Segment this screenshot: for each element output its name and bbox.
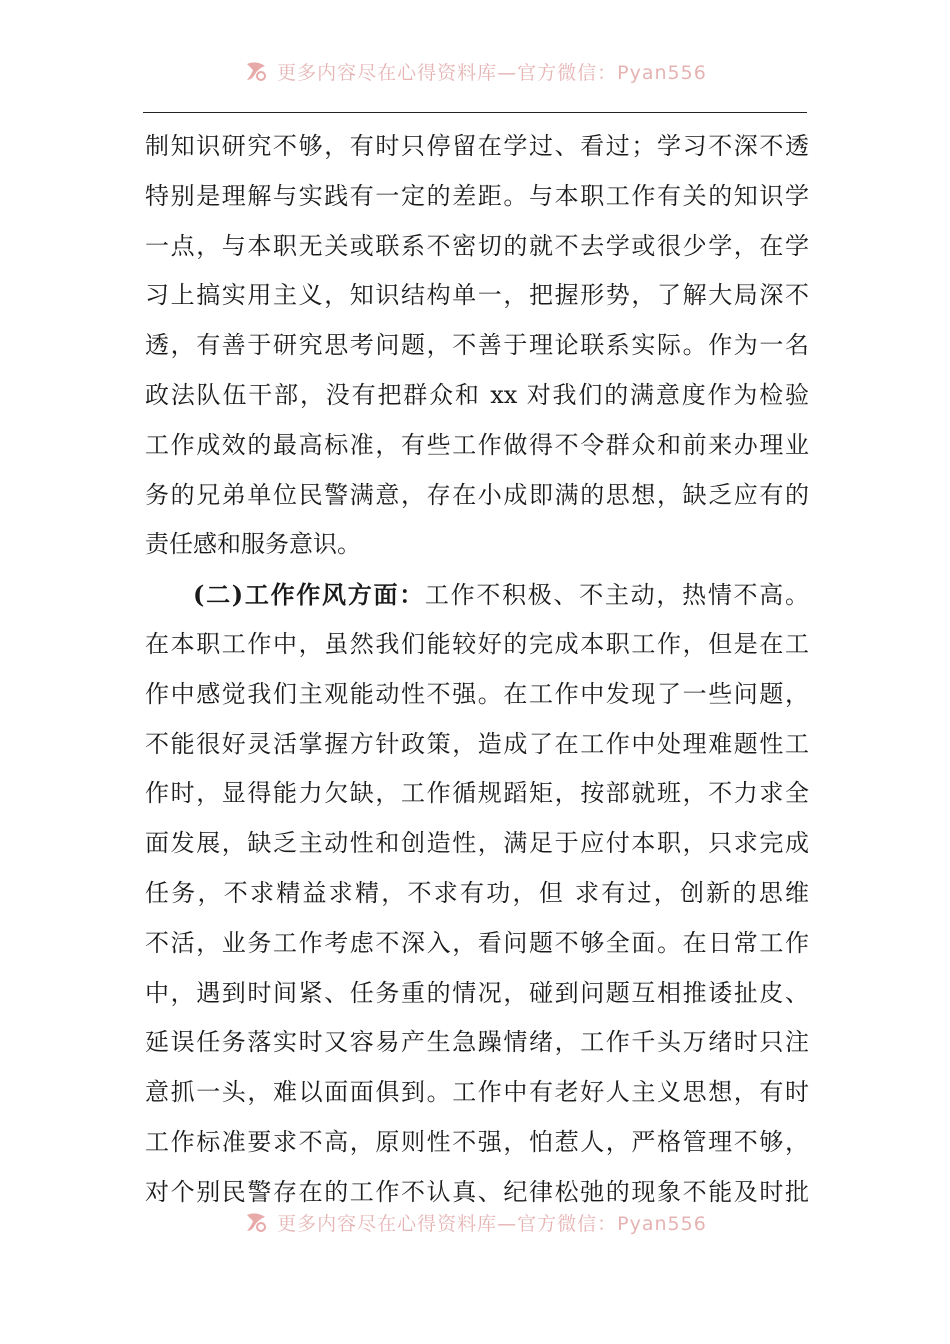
text-line: 习上搞实用主义，知识结构单一，把握形势，了解大局深不: [145, 281, 809, 310]
text-line: 工作标准要求不高，原则性不强，怕惹人，严格管理不够，: [145, 1127, 809, 1156]
watermark-bottom: [0, 1205, 950, 1239]
text-line: 透，有善于研究思考问题，不善于理论联系实际。作为一名: [145, 331, 809, 360]
header-rule: [143, 112, 807, 113]
watermark-top: [0, 54, 950, 88]
text-line: 工作成效的最高标准，有些工作做得不令群众和前来办理业: [145, 430, 809, 459]
text-line: 面发展，缺乏主动性和创造性，满足于应付本职，只求完成: [145, 829, 809, 858]
text-line: 不活，业务工作考虑不深入，看问题不够全面。在日常工作: [145, 928, 809, 957]
text-line: 意抓一头，难以面面俱到。工作中有老好人主义思想，有时: [145, 1078, 809, 1107]
text-line: 对个别民警存在的工作不认真、纪律松弛的现象不能及时批: [145, 1177, 809, 1206]
text-line: 不能很好灵活掌握方针政策，造成了在工作中处理难题性工: [145, 729, 809, 758]
section-first-line: [145, 570, 809, 620]
text-line: 在本职工作中，虽然我们能较好的完成本职工作，但是在工: [145, 629, 809, 658]
paragraph-study: [145, 122, 809, 570]
text-line: 中，遇到时间紧、任务重的情况，碰到问题互相推诿扯皮、: [145, 978, 809, 1007]
paragraph-work-style: [145, 570, 809, 1217]
text-line: 一点，与本职无关或联系不密切的就不去学或很少学，在学: [145, 231, 809, 260]
section-first-line-text: 工作不积极、不主动，热情不高。: [424, 581, 809, 610]
text-line: 政法队伍干部，没有把群众和 xx 对我们的满意度作为检验: [145, 380, 809, 409]
text-line: 制知识研究不够，有时只停留在学过、看过；学习不深不透: [145, 132, 809, 160]
section-heading: (二)工作作风方面：: [193, 580, 425, 610]
text-line: 责任感和服务意识。: [145, 530, 361, 559]
text-line: 作中感觉我们主观能动性不强。在工作中发现了一些问题，: [145, 679, 809, 708]
text-line: 作时，显得能力欠缺，工作循规蹈矩，按部就班，不力求全: [145, 779, 809, 808]
watermark-logo-icon: [243, 58, 269, 84]
watermark-logo-icon: [243, 1209, 269, 1235]
watermark-text: 更多内容尽在心得资料库—官方微信：Pyan556: [277, 1212, 707, 1235]
text-line: 务的兄弟单位民警满意，存在小成即满的思想，缺乏应有的: [145, 480, 809, 509]
text-line: 特别是理解与实践有一定的差距。与本职工作有关的知识学: [145, 181, 809, 210]
document-body: [145, 122, 809, 1218]
watermark-text: 更多内容尽在心得资料库—官方微信：Pyan556: [277, 61, 707, 84]
text-line: 任务，不求精益求精，不求有功，但 求有过，创新的思维: [145, 878, 809, 907]
text-line: 延误任务落实时又容易产生急躁情绪，工作千头万绪时只注: [145, 1028, 809, 1057]
